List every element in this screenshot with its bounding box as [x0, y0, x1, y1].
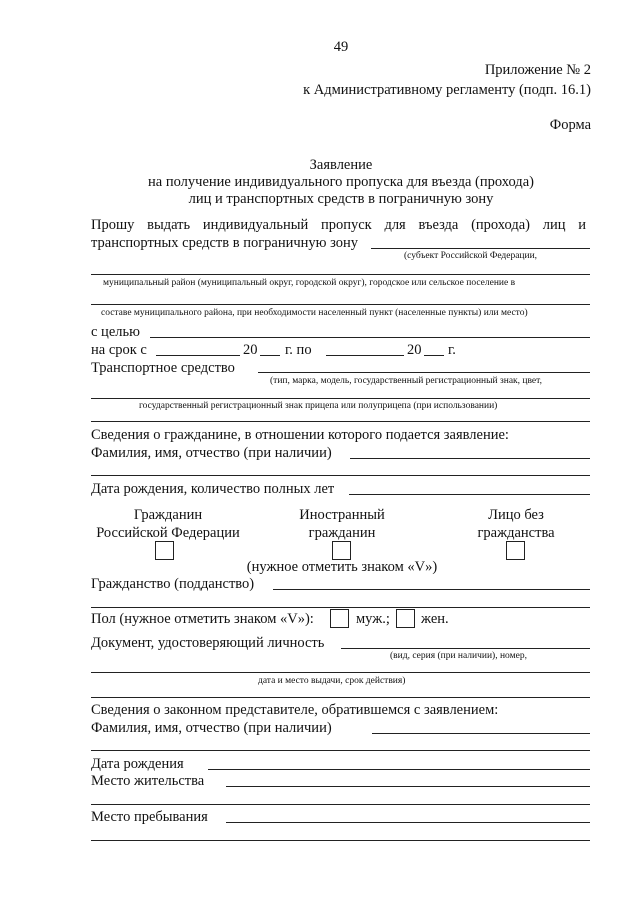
hint-trailer: государственный регистрационный знак прицепа или полуприцепа (при использовании): [139, 401, 498, 411]
request-word: для: [384, 217, 406, 233]
request-word: пропуск: [320, 217, 372, 233]
period-from-year-field[interactable]: [260, 355, 280, 356]
male-checkbox[interactable]: [330, 609, 349, 628]
citizen-section-heading: Сведения о гражданине, в отношении которого подается заявление:: [91, 427, 509, 443]
request-line-2: транспортных средств в пограничную зону: [91, 235, 359, 251]
document-subtitle-line1: на получение индивидуального пропуска для въезда (прохода): [148, 174, 534, 190]
representative-section-heading: Сведения о законном представителе, обратившемся с заявлением:: [91, 702, 499, 718]
option-stateless-line1: Лицо без: [488, 507, 544, 523]
document-field[interactable]: [341, 648, 590, 649]
request-line-1: [91, 218, 586, 233]
vehicle-label: Транспортное средство: [91, 360, 235, 376]
option-russian-line1: Гражданин: [133, 507, 203, 523]
municipal-field[interactable]: [91, 274, 590, 275]
representative-fio-label: Фамилия, имя, отчество (при наличии): [91, 720, 332, 736]
female-checkbox[interactable]: [396, 609, 415, 628]
male-label: муж.;: [356, 611, 390, 627]
subject-field[interactable]: [371, 248, 590, 249]
option-foreign-line2: гражданин: [308, 525, 376, 541]
year-prefix-2: 20: [407, 342, 422, 358]
regulation-reference: к Административному регламенту (подп. 16.1): [303, 82, 591, 98]
hint-subject: (субъект Российской Федерации,: [404, 251, 538, 261]
foreign-citizen-checkbox[interactable]: [332, 541, 351, 560]
page-number: 49: [333, 39, 349, 55]
representative-fio-field[interactable]: [372, 733, 590, 734]
trailer-field[interactable]: [91, 398, 590, 399]
hint-vehicle: (тип, марка, модель, государственный регистрационный знак, цвет,: [270, 376, 542, 386]
representative-stay-label: Место пребывания: [91, 809, 208, 825]
purpose-field[interactable]: [150, 337, 590, 338]
option-stateless-line2: гражданства: [477, 525, 555, 541]
request-word: въезда: [418, 217, 459, 233]
citizen-fio-field[interactable]: [350, 458, 590, 459]
citizen-birth-label: Дата рождения, количество полных лет: [91, 481, 335, 497]
mark-hint: (нужное отметить знаком «V»): [246, 559, 438, 575]
stateless-checkbox[interactable]: [506, 541, 525, 560]
period-to-date-field[interactable]: [326, 355, 404, 356]
vehicle-field[interactable]: [258, 372, 590, 373]
document-extra-line[interactable]: [91, 697, 590, 698]
request-word: и: [578, 217, 586, 233]
document-subtitle-line2: лиц и транспортных средств в пограничную зону: [188, 191, 494, 207]
form-label: Форма: [549, 117, 591, 133]
gender-label: Пол (нужное отметить знаком «V»):: [91, 611, 314, 627]
purpose-label: с целью: [91, 324, 140, 340]
year-prefix-1: 20: [243, 342, 258, 358]
request-word: (прохода): [471, 217, 530, 233]
request-word: лиц: [542, 217, 566, 233]
hint-document: (вид, серия (при наличии), номер,: [390, 651, 527, 661]
representative-birth-field[interactable]: [208, 769, 590, 770]
representative-residence-label: Место жительства: [91, 773, 205, 789]
representative-residence-extra-line[interactable]: [91, 804, 590, 805]
hint-issue: дата и место выдачи, срок действия): [258, 676, 406, 686]
representative-residence-field[interactable]: [226, 786, 590, 787]
female-label: жен.: [421, 611, 449, 627]
period-from-date-field[interactable]: [156, 355, 240, 356]
representative-stay-field[interactable]: [226, 822, 590, 823]
representative-birth-label: Дата рождения: [91, 756, 184, 772]
period-to-label: г. по: [285, 342, 312, 358]
year-suffix: г.: [448, 342, 456, 358]
hint-municipal: муниципальный район (муниципальный округ, городской округ), городское или сельское поселение в: [103, 278, 516, 288]
document-label: Документ, удостоверяющий личность: [91, 635, 325, 651]
hint-settlement: составе муниципального района, при необходимости населенный пункт (населенные пункты) или место): [101, 308, 528, 318]
representative-stay-extra-line[interactable]: [91, 840, 590, 841]
citizenship-field[interactable]: [273, 589, 590, 590]
option-russian-line2: Российской Федерации: [96, 525, 240, 541]
citizenship-label: Гражданство (подданство): [91, 576, 255, 592]
citizenship-extra-line[interactable]: [91, 607, 590, 608]
russian-citizen-checkbox[interactable]: [155, 541, 174, 560]
citizen-birth-field[interactable]: [349, 494, 590, 495]
appendix-label: Приложение № 2: [484, 62, 591, 78]
settlement-field[interactable]: [91, 304, 590, 305]
period-from-label: на срок с: [91, 342, 147, 358]
citizen-fio-label: Фамилия, имя, отчество (при наличии): [91, 445, 332, 461]
citizen-fio-extra-line[interactable]: [91, 475, 590, 476]
request-word: Прошу: [91, 217, 135, 233]
option-foreign-line1: Иностранный: [299, 507, 385, 523]
period-to-year-field[interactable]: [424, 355, 444, 356]
representative-fio-extra-line[interactable]: [91, 750, 590, 751]
request-word: выдать: [147, 217, 191, 233]
document-issue-field[interactable]: [91, 672, 590, 673]
request-word: индивидуальный: [202, 217, 309, 233]
document-title: Заявление: [309, 157, 373, 173]
vehicle-extra-line[interactable]: [91, 421, 590, 422]
